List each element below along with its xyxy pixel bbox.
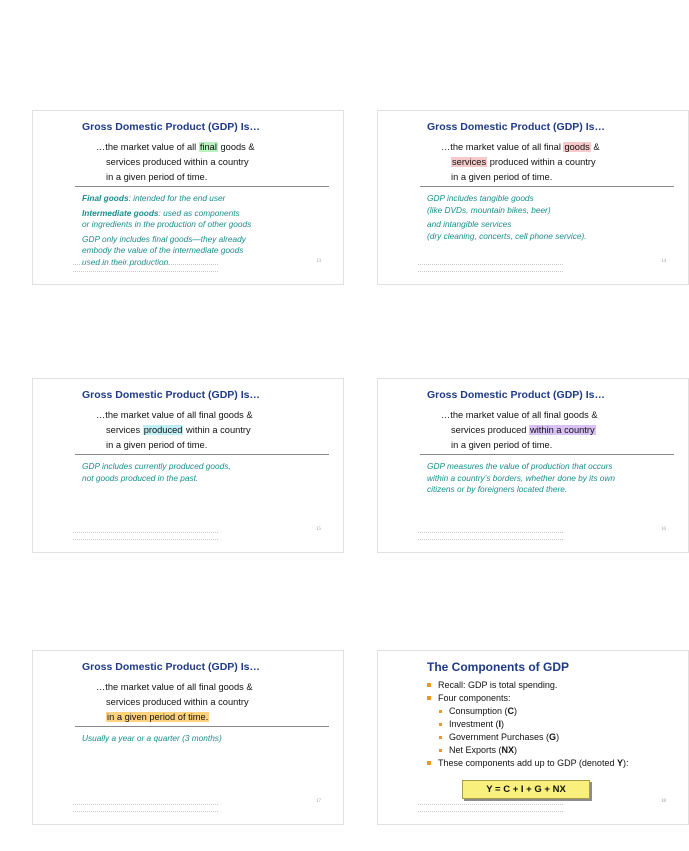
list-item: Investment (I) xyxy=(427,718,628,731)
page-number: 17 xyxy=(316,799,321,804)
slide-title: Gross Domestic Product (GDP) Is… xyxy=(82,389,260,401)
page-number: 16 xyxy=(661,527,666,532)
gdp-formula-box: Y = C + I + G + NX xyxy=(462,780,590,799)
slide-notes: Final goods: intended for the end user Intermediate goods: used as components or ingredients in the production of other goods GDP only includes final goods—they already embody the value of the intermediate goods used in their production. xyxy=(82,193,252,267)
bullet-icon xyxy=(439,736,442,739)
divider xyxy=(75,454,329,455)
slide-14 xyxy=(377,110,689,285)
gdp-definition: …the market value of all final goods & services produced within a country in a given period of time. xyxy=(441,142,600,182)
slide-17 xyxy=(32,650,344,825)
slide-notes: GDP measures the value of production that occurs within a country’s borders, whether done by its own citizens or by foreigners located there. xyxy=(427,461,616,494)
copyright-footer xyxy=(418,264,563,272)
page-number: 15 xyxy=(316,527,321,532)
slide-notes: GDP includes tangible goods (like DVDs, mountain bikes, beer) and intangible services (dry cleaning, concerts, cell phone service). xyxy=(427,193,587,241)
slide-notes: Usually a year or a quarter (3 months) xyxy=(82,733,222,743)
bullet-icon xyxy=(439,710,442,713)
copyright-footer xyxy=(73,264,218,272)
bullet-icon xyxy=(427,683,431,687)
highlight-goods: goods xyxy=(564,142,590,152)
list-item: Government Purchases (G) xyxy=(427,731,628,744)
list-item: These components add up to GDP (denoted Y): xyxy=(427,757,628,770)
slide-16 xyxy=(377,378,689,553)
divider xyxy=(75,726,329,727)
bullet-icon xyxy=(439,723,442,726)
components-list xyxy=(427,679,628,770)
highlight-final: final xyxy=(199,142,217,152)
page-number: 13 xyxy=(316,259,321,264)
list-item: Consumption (C) xyxy=(427,705,628,718)
slide-title: Gross Domestic Product (GDP) Is… xyxy=(82,661,260,673)
divider xyxy=(75,186,329,187)
slide-title: Gross Domestic Product (GDP) Is… xyxy=(427,121,605,133)
gdp-definition: …the market value of all final goods & services produced within a country in a given period of time. xyxy=(96,142,255,182)
slide-title: Gross Domestic Product (GDP) Is… xyxy=(82,121,260,133)
divider xyxy=(420,186,674,187)
divider xyxy=(420,454,674,455)
bullet-icon xyxy=(427,696,431,700)
slide-notes: GDP includes currently produced goods, not goods produced in the past. xyxy=(82,461,231,483)
copyright-footer xyxy=(73,532,218,540)
slide-18 xyxy=(377,650,689,825)
copyright-footer xyxy=(418,804,563,812)
page-number: 18 xyxy=(661,799,666,804)
highlight-produced: produced xyxy=(143,425,183,435)
slide-13 xyxy=(32,110,344,285)
page-number: 14 xyxy=(661,259,666,264)
bullet-icon xyxy=(439,749,442,752)
list-item: Four components: xyxy=(427,692,628,705)
slide-15 xyxy=(32,378,344,553)
list-item: Net Exports (NX) xyxy=(427,744,628,757)
gdp-definition: …the market value of all final goods & services produced within a country in a given period of time. xyxy=(96,410,253,450)
highlight-within-country: within a country xyxy=(530,425,595,435)
gdp-definition: …the market value of all final goods & services produced within a country in a given period of time. xyxy=(96,682,253,722)
highlight-period: in a given period of time. xyxy=(107,712,209,722)
slide-title: The Components of GDP xyxy=(427,660,569,674)
bullet-icon xyxy=(427,761,431,765)
copyright-footer xyxy=(73,804,218,812)
list-item: Recall: GDP is total spending. xyxy=(427,679,628,692)
copyright-footer xyxy=(418,532,563,540)
slide-title: Gross Domestic Product (GDP) Is… xyxy=(427,389,605,401)
gdp-definition: …the market value of all final goods & services produced within a country in a given period of time. xyxy=(441,410,598,450)
highlight-services: services xyxy=(452,157,487,167)
